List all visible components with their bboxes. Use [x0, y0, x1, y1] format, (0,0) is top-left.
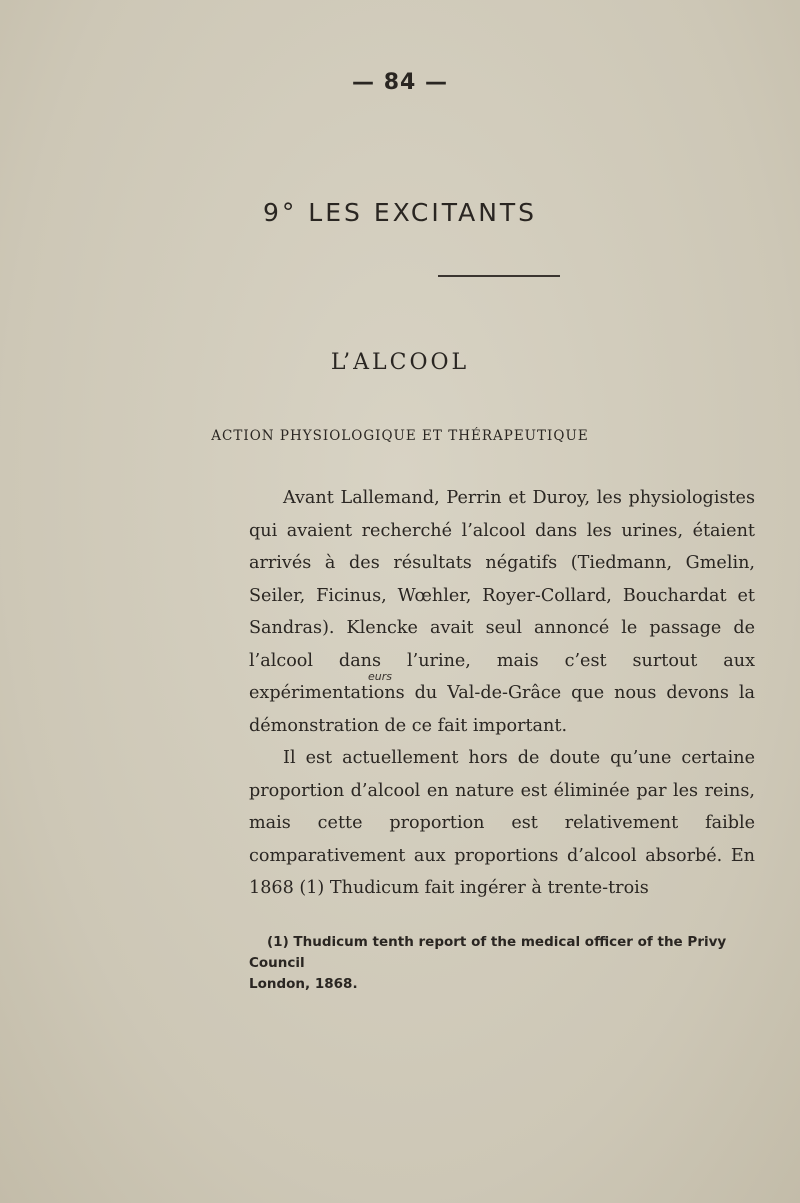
title-divider — [438, 275, 560, 277]
body-text — [249, 482, 755, 905]
chapter-subtitle: ACTION PHYSIOLOGIQUE ET THÉRAPEUTIQUE — [211, 428, 589, 444]
footnote — [249, 932, 759, 995]
page-number: — 84 — — [352, 70, 448, 95]
chapter-title: L’ALCOOL — [330, 350, 470, 375]
paragraph: Avant Lallemand, Perrin et Duroy, les physiologistes qui avaient recherché l’alcool dans les urines, étaient arrivés à des résultats négatifs (Tiedmann, Gmelin, Seiler, Ficinus, Wœhler, Royer-Collard, Bouchardat et Sandras). Klencke avait seul annoncé le passage de l’alcool dans l’urine, mais c’est surtout aux expérimentations du Val-de-Grâce que nous devons la démonstration de ce fait important. — [249, 488, 755, 736]
handwritten-annotation: eurs — [368, 670, 392, 683]
section-title: 9° LES EXCITANTS — [262, 198, 538, 227]
footnote-line: (1) Thudicum tenth report of the medical officer of the Privy Council — [249, 934, 727, 971]
footnote-line: London, 1868. — [249, 976, 358, 992]
paragraph: Il est actuellement hors de doute qu’une certaine proportion d’alcool en nature est éliminée par les reins, mais cette proportion est relativement faible comparativement aux proportions d’alcool absorbé. En 1868 (1) Thudicum fait ingérer à trente-trois — [249, 748, 755, 898]
